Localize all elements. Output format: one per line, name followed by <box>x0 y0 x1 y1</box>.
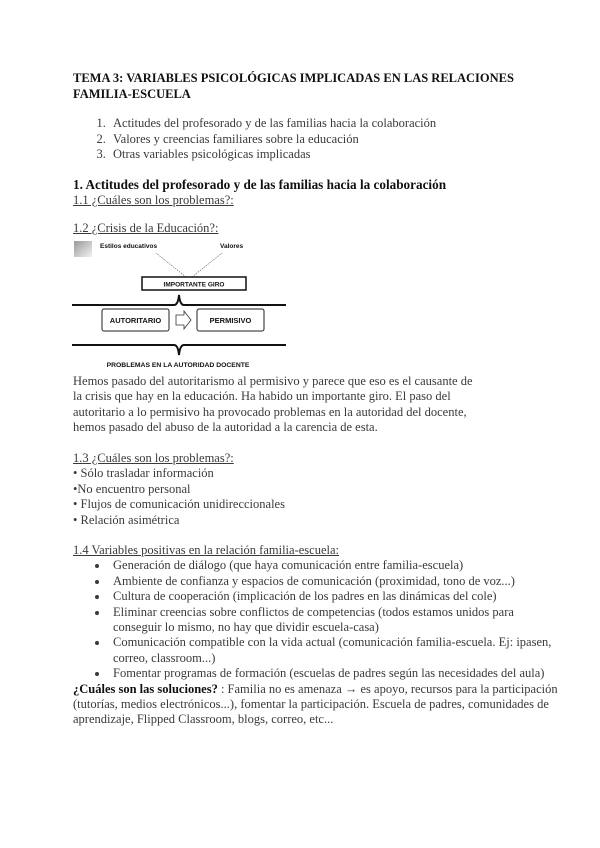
label-problemas: PROBLEMAS EN LA AUTORIDAD DOCENTE <box>106 361 250 369</box>
paragraph-line: hemos pasado del abuso de la autoridad a la carencia de esta. <box>73 420 378 435</box>
positive-variables-list <box>73 558 560 681</box>
subheading-1-2: 1.2 ¿Crisis de la Educación?: <box>73 221 219 236</box>
list-item: • Fomentar programas de formación (escuelas de padres según las necesidades del aula) <box>109 666 560 681</box>
problems-list <box>73 466 560 528</box>
table-of-contents <box>73 116 560 163</box>
solutions-paragraph <box>73 682 560 728</box>
list-item: • Comunicación compatible con la vida actual (comunicación familia-escuela. Ej: ipasen, correo, classroom...) <box>109 635 560 666</box>
list-item: • Eliminar creencias sobre conflictos de competencias (todos estamos unidos para conseguir lo mismo, no hay que dividir escuela-casa) <box>109 605 560 636</box>
list-item: • Ambiente de confianza y espacios de comunicación (proximidad, tono de voz...) <box>109 574 560 589</box>
paragraph-line: autoritario a lo permisivo ha provocado problemas en la autoridad del docente, <box>73 404 467 419</box>
toc-item: 2. Valores y creencias familiares sobre la educación <box>109 132 560 148</box>
list-item: • Cultura de cooperación (implicación de los padres en las dinámicas del cole) <box>109 589 560 604</box>
label-autoritario: AUTORITARIO <box>109 315 162 325</box>
section-heading: 1. Actitudes del profesorado y de las familias hacia la colaboración <box>73 176 447 192</box>
document-title <box>73 70 560 102</box>
list-item: • Flujos de comunicación unidireccionales <box>73 497 285 512</box>
list-item: • Generación de diálogo (que haya comunicación entre familia-escuela) <box>109 558 560 573</box>
solutions-label: ¿Cuáles son las soluciones? <box>73 681 218 696</box>
list-item: •No encuentro personal <box>73 481 191 496</box>
label-estilos: Estilos educativos <box>100 242 158 250</box>
arrow-line <box>192 253 222 277</box>
brace-bottom <box>72 345 286 355</box>
subheading-1-3: 1.3 ¿Cuáles son los problemas?: <box>73 450 234 465</box>
list-item: • Relación asimétrica <box>73 512 180 527</box>
list-item: • Sólo trasladar información <box>73 466 214 481</box>
subheading-1-4: 1.4 Variables positivas en la relación familia-escuela: <box>73 542 339 557</box>
explanation-paragraph <box>73 374 560 436</box>
label-permisivo: PERMISIVO <box>209 315 252 325</box>
label-giro: IMPORTANTE GIRO <box>163 281 225 289</box>
toc-item: 3. Otras variables psicológicas implicadas <box>109 147 560 163</box>
title-line: FAMILIA-ESCUELA <box>73 87 191 101</box>
image-thumbnail <box>74 241 92 257</box>
paragraph-line: Hemos pasado del autoritarismo al permisivo y parece que eso es el causante de <box>73 373 473 388</box>
subheading-1-1: 1.1 ¿Cuáles son los problemas?: <box>73 192 234 207</box>
arrow-right-icon <box>176 311 191 329</box>
title-line: TEMA 3: VARIABLES PSICOLÓGICAS IMPLICADAS EN LAS RELACIONES <box>73 71 514 85</box>
authority-diagram <box>70 237 310 374</box>
toc-item: 1. Actitudes del profesorado y de las familias hacia la colaboración <box>109 116 560 132</box>
arrow-line <box>156 253 186 277</box>
brace-top <box>72 295 286 305</box>
label-valores: Valores <box>220 242 244 250</box>
paragraph-line: la crisis que hay en la educación. Ha habido un importante giro. El paso del <box>73 389 451 404</box>
solutions-text: : Familia no es amenaza → es apoyo, recursos para la participación (tutorías, medios electrónicos...), fomentar la participación. Escuela de padres, comunidades de aprendizaje, Flipped Classroom, blogs, correo, etc... <box>73 681 558 727</box>
